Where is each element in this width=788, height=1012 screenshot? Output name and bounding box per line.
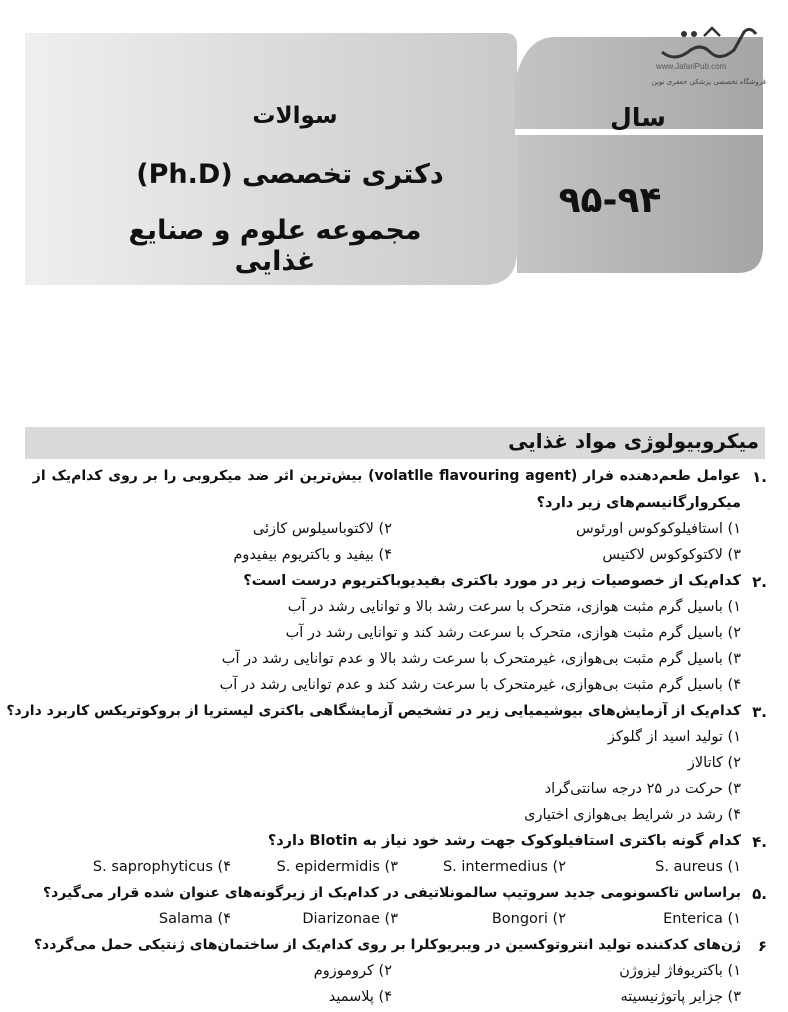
answer-option: ۳) جزایر پاتوژنیسیته [620, 989, 741, 1005]
exam-years: ۹۵-۹۴ [558, 180, 662, 221]
answer-option: ۱) استافیلوکوکوس اورئوس [576, 521, 741, 537]
answer-option: ۲) کاتالاز [687, 755, 741, 771]
question-number: ۵. [752, 885, 767, 903]
answer-option: ۱) تولید اسید از گلوکز [607, 729, 741, 745]
answer-option: ۳) حرکت در ۲۵ درجه سانتی‌گراد [544, 781, 741, 797]
answer-option: ۴) Salama [158, 911, 231, 927]
question-number: ۲. [752, 573, 767, 591]
answer-option: ۲) کروموزوم [313, 963, 392, 979]
answer-option: ۳) لاکتوکوکوس لاکتیس [602, 547, 741, 563]
logo-mark-icon [654, 22, 764, 64]
answer-option: ۳) باسیل گرم مثبت بی‌هوازی، غیرمتحرک با سرعت رشد بالا و عدم توانایی رشد در آب [221, 651, 741, 667]
page-subtitle: مجموعه علوم و صنایع غذایی [128, 215, 422, 277]
question-stem: میکروارگانیسم‌های زیر دارد؟ [536, 495, 741, 511]
answer-option: ۱) S. aureus [655, 859, 741, 875]
question-stem: کدام‌یک از آزمایش‌های بیوشیمیایی زیر در تشخیص آزمایشگاهی باکتری لیستریا از بروکوتریکس کاربرد دارد؟ [6, 703, 741, 719]
answer-option: ۱) باکتریوفاژ لیزوژن [619, 963, 741, 979]
answer-option: ۲) باسیل گرم مثبت هوازی، متحرک با سرعت رشد کند و توانایی رشد در آب [285, 625, 741, 641]
question-stem: ژن‌های کدکننده تولید انتروتوکسین در ویبریوکلرا بر روی کدام‌یک از ساختمان‌های ژنتیکی حمل می‌گردد؟ [33, 937, 741, 953]
answer-option: ۴) بیفید و باکتریوم بیفیدوم [233, 547, 392, 563]
logo-url: www.JafariPub.com [656, 62, 727, 71]
section-header [25, 427, 765, 459]
question-number: ۶ [757, 937, 767, 955]
question-stem: کدام‌یک از خصوصیات زیر در مورد باکتری بفیدیوباکتریوم درست است؟ [243, 573, 741, 589]
answer-option: ۱) باسیل گرم مثبت هوازی، متحرک با سرعت رشد بالا و توانایی رشد در آب [287, 599, 741, 615]
page-title: دکتری تخصصی (Ph.D) [136, 159, 444, 190]
question-stem: براساس تاکسونومی جدید سروتیپ سالمونلاتیفی در کدام‌یک از زیرگونه‌های عنوان شده قرار می‌گیرد؟ [42, 885, 741, 901]
question-number: ۴. [752, 833, 767, 851]
question-stem: کدام گونه باکتری استافیلوکوک جهت رشد خود نیاز به Blotin دارد؟ [267, 833, 741, 849]
answer-option: ۱) Enterica [663, 911, 741, 927]
answer-option: ۴) S. saprophyticus [92, 859, 231, 875]
question-stem: عوامل طعم‌دهنده فرار (volatlle flavouring agent) بیش‌ترین اثر ضد میکروبی را بر روی کدام‌یک از [32, 468, 741, 484]
answer-option: ۴) پلاسمید [328, 989, 392, 1005]
logo-shop-name: فروشگاه تخصصی پزشکی جعفری نوین [651, 78, 766, 86]
answer-option: ۴) رشد در شرایط بی‌هوازی اختیاری [524, 807, 741, 823]
answer-option: ۲) Bongori [491, 911, 566, 927]
answer-option: ۴) باسیل گرم مثبت بی‌هوازی، غیرمتحرک با سرعت رشد کند و عدم توانایی رشد در آب [219, 677, 741, 693]
questions-label: سوالات [252, 103, 338, 129]
answer-option: ۳) S. epidermidis [276, 859, 398, 875]
answer-option: ۳) Diarizonae [302, 911, 398, 927]
publisher-logo [640, 22, 770, 94]
year-label: سال [610, 103, 666, 132]
section-title: میکروبیولوژی مواد غذایی [508, 429, 759, 453]
question-number: ۱. [752, 468, 767, 486]
answer-option: ۲) S. intermedius [442, 859, 566, 875]
answer-option: ۲) لاکتوباسیلوس کازئی [252, 521, 392, 537]
question-number: ۳. [752, 703, 767, 721]
